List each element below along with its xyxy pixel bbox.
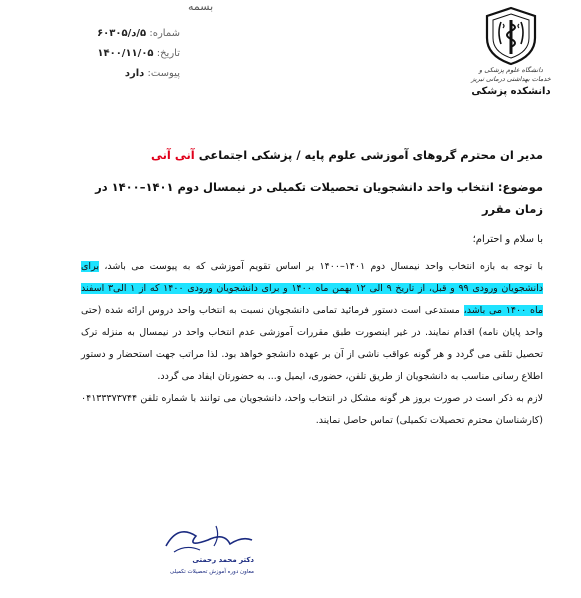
top-heading-fragment: بسمه bbox=[188, 0, 214, 13]
body-paragraph-1 bbox=[81, 256, 543, 388]
university-name: دانشگاه علوم پزشکی و خدمات بهداشتی درمانی تبریز bbox=[471, 66, 551, 83]
university-logo bbox=[471, 6, 551, 126]
recipient-line bbox=[99, 148, 543, 162]
recipient-title: مدیر ان محترم گروهای آموزشی علوم پایه / پزشکی اجتماعی bbox=[198, 148, 543, 162]
body-paragraph-1-end: مستدعی است دستور فرمائید تمامی دانشجویان نسبت به انتخاب واحد دروس ارائه شده (حتی واحد پایان نامه) اقدام نمایند. در غیر اینصورت طبق مقررات آموزشی عدم انتخاب واحد در نیمسال به منزله ترک تحصیل تلقی می گردد و هر گونه عواقب ناشی از آن بر عهده دانشجو خواهد بود. لذا مراتب جهت استحضار و دستور اطلاع رسانی مناسب به دانشجویان از طریق تلفن، حضوری، ایمیل و... به حضورتان ایفاد می گردد. bbox=[81, 305, 543, 382]
body-paragraph-1-start: با توجه به بازه انتخاب واحد نیمسال دوم ۱۴۰۱–۱۴۰۰ بر اساس تقویم آموزشی که به پیوست می باشد، bbox=[98, 261, 543, 272]
letter-attachment-value: دارد bbox=[124, 68, 145, 79]
subject-line: موضوع: انتخاب واحد دانشجویان تحصیلات تکمیلی در نیمسال دوم ۱۴۰۱–۱۴۰۰ در زمان مقرر bbox=[95, 180, 543, 216]
signature-role: معاون دوره آموزش تحصیلات تکمیلی bbox=[169, 569, 254, 575]
signature-name: دکتر محمد رحمتی bbox=[192, 556, 254, 564]
letter-meta bbox=[60, 24, 180, 84]
highlighted-enrollment-dates: برای دانشجویان ورودی ۹۹ و قبل، از تاریخ ۹ الی ۱۲ بهمن ماه ۱۴۰۰ و برای دانشجویان ورودی ۱۴۰۰ که از ۱ الی۳ اسفند ماه ۱۴۰۰ می باشد، bbox=[81, 261, 543, 316]
letter-attachment-label: پیوست: bbox=[147, 68, 180, 79]
letter-date-row bbox=[60, 44, 180, 64]
letter-number-row bbox=[60, 24, 180, 44]
letter-number-label: شماره: bbox=[149, 28, 180, 39]
body-paragraph-2: لازم به ذکر است در صورت بروز هر گونه مشکل در انتخاب واحد، دانشجویان می توانند با شماره تلفن ۰۴۱۳۳۳۷۳۷۴۴ (کارشناسان محترم تحصیلات تکمیلی) تماس حاصل نمایند. bbox=[81, 393, 543, 426]
urgent-label: آنی آنی bbox=[150, 148, 195, 162]
school-name: دانشکده پزشکی bbox=[471, 86, 551, 97]
university-emblem-icon bbox=[483, 6, 539, 66]
letter-date-label: تاریخ: bbox=[156, 48, 180, 59]
letter-date-value: ۱۴۰۰/۱۱/۰۵ bbox=[97, 48, 154, 59]
letter-number-value: ۵/د/۶۰۳۰۵ bbox=[97, 28, 147, 39]
greeting: با سلام و احترام؛ bbox=[472, 234, 543, 245]
letter-attachment-row bbox=[60, 64, 180, 84]
signature-stamp bbox=[156, 518, 260, 578]
letter-body bbox=[81, 256, 543, 432]
